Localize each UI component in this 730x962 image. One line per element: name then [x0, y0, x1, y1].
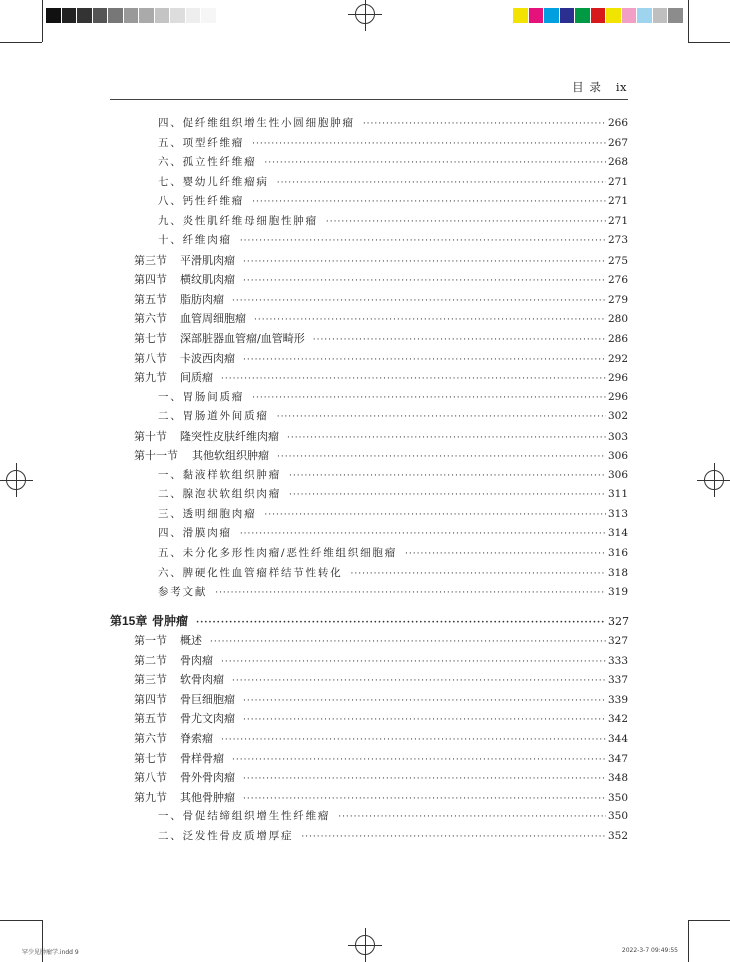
section-title: 隆突性皮肤纤维肉瘤 — [180, 429, 279, 443]
toc-entry-label: 一、骨促结缔组织增生性纤维瘤 — [158, 810, 331, 823]
toc-entry-sub — [110, 485, 628, 505]
toc-entry-heading — [134, 329, 305, 349]
toc-entry-section — [110, 651, 628, 671]
dot-leader — [221, 731, 606, 751]
page-number: 280 — [608, 313, 629, 326]
page-number: 327 — [608, 614, 629, 628]
running-head-title: 目 录 — [572, 80, 602, 94]
registration-mark-left — [6, 470, 26, 490]
crop-mark-top-left-h — [0, 42, 42, 43]
gray-swatch — [93, 8, 109, 23]
dot-leader — [243, 272, 606, 292]
toc-entry-label: 四、促纤维组织增生性小圆细胞肿瘤 — [158, 117, 355, 129]
dot-leader — [363, 115, 606, 135]
dot-leader — [289, 467, 606, 487]
toc-entry-label: 六、孤立性纤维瘤 — [158, 156, 257, 169]
toc-entry-label: 一、胃肠间质瘤 — [158, 390, 245, 403]
section-number: 第四节 — [134, 692, 167, 706]
section-number: 第八节 — [134, 351, 167, 365]
page-folio: ix — [615, 80, 627, 94]
toc-entry-label: 六、脾硬化性血管瘤样结节性转化 — [158, 566, 343, 579]
dot-leader — [287, 429, 606, 449]
color-swatch — [637, 8, 653, 23]
section-title: 骨样骨瘤 — [180, 751, 224, 765]
toc-entry-chapter — [110, 612, 628, 632]
toc-entry-section — [110, 427, 628, 447]
page-number: 352 — [608, 829, 629, 842]
toc-entry-sub — [110, 505, 628, 525]
toc-entry-section — [110, 788, 628, 808]
section-title: 骨巨细胞瘤 — [180, 692, 235, 706]
gray-swatch — [186, 8, 202, 23]
dot-leader — [210, 633, 606, 653]
page-number: 296 — [608, 390, 629, 403]
dot-leader — [254, 311, 606, 331]
color-swatch — [668, 8, 684, 23]
section-number: 第七节 — [134, 332, 167, 346]
registration-mark-bottom — [355, 935, 375, 955]
toc-entry-label: 参考文献 — [158, 586, 208, 599]
toc-entry-heading — [134, 729, 213, 749]
crop-mark-bottom-right-h — [688, 920, 730, 921]
page-number: 350 — [608, 810, 629, 823]
dot-leader — [301, 828, 606, 848]
gray-swatch — [155, 8, 171, 23]
dot-leader — [277, 448, 606, 468]
toc-entry-section — [110, 329, 628, 349]
section-title: 骨尤文肉瘤 — [180, 712, 235, 726]
color-swatch — [653, 8, 669, 23]
toc-entry-heading — [134, 270, 235, 290]
page-number: 318 — [608, 566, 629, 579]
running-head — [572, 79, 627, 95]
toc-entry-heading — [134, 368, 213, 388]
dot-leader — [232, 292, 606, 312]
dot-leader — [243, 770, 606, 790]
toc-entry-sub — [110, 192, 628, 212]
section-title: 深部脏器血管瘤/血管畸形 — [180, 332, 305, 346]
section-number: 第三节 — [134, 253, 167, 267]
section-number: 第二节 — [134, 653, 167, 667]
toc-entry-heading — [134, 709, 235, 729]
toc-entry-heading — [134, 446, 269, 466]
toc-entry-section — [110, 368, 628, 388]
gray-swatch — [108, 8, 124, 23]
toc-entry-heading — [134, 290, 224, 310]
toc-entry-sub — [110, 407, 628, 427]
toc-entry-section — [110, 749, 628, 769]
toc-entry-sub — [110, 212, 628, 232]
page-number: 266 — [608, 117, 629, 129]
color-swatch — [606, 8, 622, 23]
page-number: 339 — [608, 693, 629, 706]
gray-swatch — [46, 8, 62, 23]
page-number: 337 — [608, 674, 629, 687]
section-title: 平滑肌肉瘤 — [180, 253, 235, 267]
toc-entry-sub — [110, 153, 628, 173]
dot-leader — [326, 213, 606, 233]
toc-entry-label: 十、纤维肉瘤 — [158, 234, 232, 247]
section-number: 第五节 — [134, 712, 167, 726]
section-number: 第六节 — [134, 731, 167, 745]
toc-entry-sub — [110, 544, 628, 564]
dot-leader — [243, 351, 606, 371]
page-number: 319 — [608, 586, 629, 599]
toc-entry-label: 七、婴幼儿纤维瘤病 — [158, 175, 269, 188]
page-number: 316 — [608, 547, 629, 560]
page-number: 350 — [608, 791, 629, 804]
page-number: 276 — [608, 274, 629, 287]
section-title: 软骨肉瘤 — [180, 673, 224, 687]
toc-entry-label: 三、透明细胞肉瘤 — [158, 507, 257, 520]
crop-mark-top-right-h — [688, 42, 730, 43]
toc-entry-heading — [134, 349, 235, 369]
page-number: 314 — [608, 527, 629, 540]
color-swatch — [622, 8, 638, 23]
page-number: 348 — [608, 772, 629, 785]
section-title: 骨肉瘤 — [180, 653, 213, 667]
toc-entry-section — [110, 729, 628, 749]
toc-entry-section — [110, 270, 628, 290]
page-number: 271 — [608, 214, 629, 227]
page-number: 271 — [608, 175, 629, 188]
toc-entry-heading — [134, 768, 235, 788]
page-number: 347 — [608, 752, 629, 765]
section-title: 骨外骨肉瘤 — [180, 771, 235, 785]
dot-leader — [240, 525, 606, 545]
toc-entry-heading — [110, 612, 188, 632]
toc-entry-label: 五、项型纤维瘤 — [158, 136, 245, 149]
crop-mark-bottom-left-h — [0, 920, 42, 921]
page-number: 279 — [608, 293, 629, 306]
slug-timestamp: 2022-3-7 09:49:55 — [621, 947, 678, 954]
gray-swatch — [62, 8, 78, 23]
toc-entry-section — [110, 446, 628, 466]
section-number: 第三节 — [134, 673, 167, 687]
section-number: 第一节 — [134, 634, 167, 648]
toc-entry-heading — [134, 651, 213, 671]
slug-filename: 罕少见肿瘤学.indd 9 — [22, 949, 79, 956]
dot-leader — [351, 565, 607, 585]
toc-entry-heading — [134, 251, 235, 271]
gray-swatch — [170, 8, 186, 23]
toc-entry-sub — [110, 173, 628, 193]
grayscale-calibration-bar — [46, 8, 217, 23]
page-number: 333 — [608, 654, 629, 667]
color-swatch — [560, 8, 576, 23]
toc-entry-section — [110, 690, 628, 710]
gray-swatch — [77, 8, 93, 23]
section-title: 血管周细胞瘤 — [180, 312, 246, 326]
registration-mark-top — [355, 4, 375, 24]
color-swatch — [575, 8, 591, 23]
section-title: 卡波西肉瘤 — [180, 351, 235, 365]
toc-entry-sub — [110, 231, 628, 251]
toc-entry-label: 一、黏液样软组织肿瘤 — [158, 468, 281, 481]
chapter-number: 第15章 — [110, 613, 148, 628]
section-number: 第七节 — [134, 751, 167, 765]
section-title: 其他软组织肿瘤 — [192, 449, 269, 463]
toc-entry-section — [110, 251, 628, 271]
toc-entry-section — [110, 309, 628, 329]
page-number: 292 — [608, 352, 629, 365]
toc-entry-section — [110, 670, 628, 690]
section-number: 第五节 — [134, 292, 167, 306]
toc-entry-section — [110, 709, 628, 729]
page-number: 327 — [608, 635, 629, 648]
toc-entry-sub — [110, 524, 628, 544]
dot-leader — [243, 253, 606, 273]
page-number: 303 — [608, 430, 629, 443]
toc-entry-heading — [134, 670, 224, 690]
dot-leader — [215, 584, 606, 604]
dot-leader — [252, 135, 606, 155]
dot-leader — [277, 174, 606, 194]
section-number: 第十一节 — [134, 449, 178, 463]
toc-entry-section — [110, 349, 628, 369]
toc-entry-label: 二、胃肠道外间质瘤 — [158, 410, 269, 423]
dot-leader — [232, 751, 606, 771]
section-number: 第八节 — [134, 771, 167, 785]
dot-leader — [243, 711, 606, 731]
section-title: 脂肪肉瘤 — [180, 292, 224, 306]
dot-leader — [240, 232, 606, 252]
dot-leader — [232, 672, 606, 692]
toc-entry-section — [110, 631, 628, 651]
color-swatch — [513, 8, 529, 23]
toc-entry-heading — [134, 427, 279, 447]
page-number: 311 — [608, 488, 629, 501]
dot-leader — [243, 692, 606, 712]
toc-entry-sub — [110, 466, 628, 486]
section-number: 第十节 — [134, 429, 167, 443]
section-number: 第九节 — [134, 790, 167, 804]
section-number: 第六节 — [134, 312, 167, 326]
toc-entry-sub — [110, 827, 628, 847]
toc-entry-label: 二、腺泡状软组织肉瘤 — [158, 488, 281, 501]
gray-swatch — [201, 8, 217, 23]
page-number: 313 — [608, 507, 629, 520]
crop-mark-top-right-v — [688, 0, 689, 42]
dot-leader — [264, 506, 606, 526]
page-number: 286 — [608, 333, 629, 346]
toc-entry-label: 五、未分化多形性肉瘤/恶性纤维组织细胞瘤 — [158, 547, 398, 560]
chapter-title: 骨肿瘤 — [152, 613, 189, 628]
page-number: 306 — [608, 450, 629, 463]
section-title: 横纹肌肉瘤 — [180, 273, 235, 287]
toc-entry-sub — [110, 807, 628, 827]
toc-entry-sub — [110, 114, 628, 134]
header-rule — [110, 99, 628, 100]
dot-leader — [289, 486, 606, 506]
section-number: 第四节 — [134, 273, 167, 287]
section-title: 概述 — [180, 634, 202, 648]
toc-entry-heading — [134, 690, 235, 710]
page-number: 271 — [608, 195, 629, 208]
page-number: 275 — [608, 254, 629, 267]
page-number: 306 — [608, 468, 629, 481]
section-title: 间质瘤 — [180, 371, 213, 385]
toc-entry-sub — [110, 564, 628, 584]
toc-entry-heading — [134, 749, 224, 769]
page-number: 273 — [608, 234, 629, 247]
toc-entry-section — [110, 290, 628, 310]
toc-entry-sub — [110, 388, 628, 408]
color-swatch — [529, 8, 545, 23]
toc-entry-heading — [134, 309, 246, 329]
color-swatch — [544, 8, 560, 23]
toc-entry-label: 二、泛发性骨皮质增厚症 — [158, 829, 294, 842]
toc-entry-sub — [110, 134, 628, 154]
toc-entry-label: 四、滑膜肉瘤 — [158, 527, 232, 540]
toc-entry-label: 九、炎性肌纤维母细胞性肿瘤 — [158, 214, 318, 227]
toc-entry-heading — [134, 631, 202, 651]
dot-leader — [221, 653, 606, 673]
crop-mark-top-left-v — [42, 0, 43, 42]
section-title: 脊索瘤 — [180, 731, 213, 745]
page-number: 342 — [608, 713, 629, 726]
toc-entry-heading — [134, 788, 235, 808]
page-number: 302 — [608, 410, 629, 423]
crop-mark-bottom-right-v — [688, 920, 689, 962]
dot-leader — [264, 154, 606, 174]
dot-leader — [221, 370, 606, 390]
toc-entry-section — [110, 768, 628, 788]
section-number: 第九节 — [134, 371, 167, 385]
gray-swatch — [124, 8, 140, 23]
dot-leader — [405, 545, 606, 565]
gray-swatch — [139, 8, 155, 23]
color-calibration-bar — [513, 8, 684, 23]
page-number: 267 — [608, 136, 629, 149]
dot-leader — [313, 331, 606, 351]
toc-entry-sub — [110, 583, 628, 603]
registration-mark-right — [704, 470, 724, 490]
dot-leader — [277, 408, 606, 428]
color-swatch — [591, 8, 607, 23]
dot-leader — [196, 614, 606, 634]
dot-leader — [252, 389, 606, 409]
page-number: 296 — [608, 372, 629, 385]
section-title: 其他骨肿瘤 — [180, 790, 235, 804]
page-number: 344 — [608, 732, 629, 745]
toc-entry-label: 八、钙性纤维瘤 — [158, 195, 245, 208]
page-number: 268 — [608, 156, 629, 169]
dot-leader — [338, 808, 606, 828]
table-of-contents — [110, 114, 628, 846]
dot-leader — [252, 193, 606, 213]
